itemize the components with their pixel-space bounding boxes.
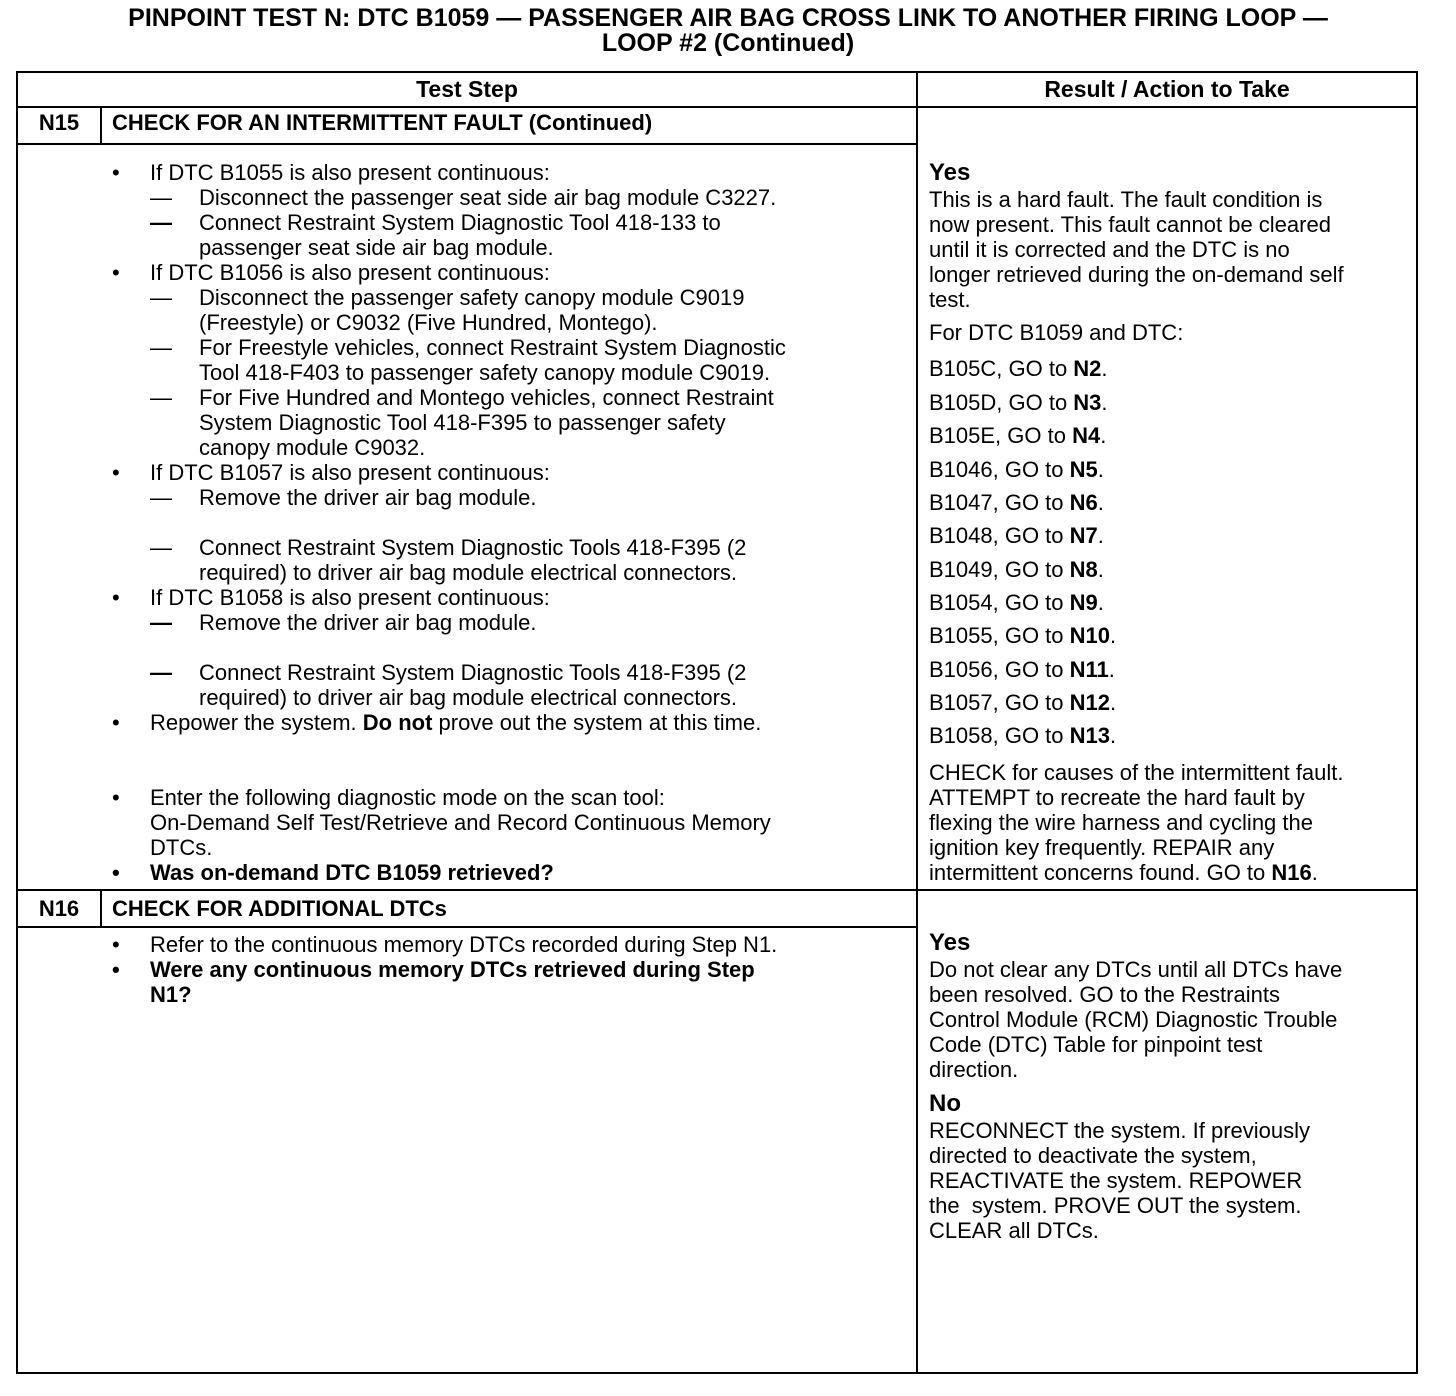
check-line: CHECK for causes of the intermittent fault.	[929, 760, 1344, 785]
step-line: If DTC B1055 is also present continuous:	[150, 160, 550, 185]
step-line: Tool 418-F403 to passenger safety canopy module C9019.	[199, 360, 771, 385]
step-line: Disconnect the passenger safety canopy module C9019	[199, 285, 745, 310]
column-divider	[916, 71, 918, 1374]
dash: —	[150, 335, 172, 360]
step-line: required) to driver air bag module electrical connectors.	[199, 685, 738, 710]
result-line: now present. This fault cannot be cleared	[929, 212, 1331, 237]
step-line: For Five Hundred and Montego vehicles, connect Restraint	[199, 385, 774, 410]
dash: —	[150, 385, 172, 410]
for-dtc-line: For DTC B1059 and DTC:	[929, 320, 1184, 345]
goto-dtc: B105E, GO to	[929, 423, 1073, 448]
dash: —	[150, 285, 172, 310]
step-line: DTCs.	[150, 835, 213, 860]
goto-target: N3	[1073, 390, 1102, 415]
goto-line	[929, 657, 1115, 682]
check-target: N16	[1271, 860, 1312, 885]
goto-dtc: B1057, GO to	[929, 690, 1070, 715]
goto-line	[929, 390, 1108, 415]
goto-dtc: B1046, GO to	[929, 457, 1070, 482]
check-line: ATTEMPT to recreate the hard fault by	[929, 785, 1305, 810]
result-line: CLEAR all DTCs.	[929, 1218, 1099, 1243]
goto-line	[929, 723, 1116, 748]
goto-dtc: B1055, GO to	[929, 623, 1070, 648]
bullet: •	[112, 460, 120, 485]
result-line: This is a hard fault. The fault condition is	[929, 187, 1323, 212]
goto-dtc: B1056, GO to	[929, 657, 1070, 682]
n16-step-id: N16	[38, 896, 80, 921]
result-line: Code (DTC) Table for pinpoint test	[929, 1032, 1263, 1057]
goto-target: N6	[1069, 490, 1098, 515]
check-end: .	[1311, 860, 1318, 885]
step-line: If DTC B1058 is also present continuous:	[150, 585, 550, 610]
header-rule	[16, 106, 1418, 108]
step-line: Connect Restraint System Diagnostic Tool 418-133 to	[199, 210, 721, 235]
goto-end: .	[1097, 523, 1104, 548]
step-line: Disconnect the passenger seat side air bag module C3227.	[199, 185, 777, 210]
check-line	[929, 860, 1318, 885]
goto-end: .	[1110, 723, 1117, 748]
result-line: REACTIVATE the system. REPOWER	[929, 1168, 1303, 1193]
no-label: No	[929, 1090, 961, 1117]
header-test-step: Test Step	[416, 76, 518, 102]
goto-line	[929, 623, 1116, 648]
step-line: required) to driver air bag module electrical connectors.	[199, 560, 738, 585]
result-line: until it is corrected and the DTC is no	[929, 237, 1290, 262]
step-line: System Diagnostic Tool 418-F395 to passenger safety	[199, 410, 726, 435]
goto-end: .	[1097, 457, 1104, 482]
bullet: •	[112, 785, 120, 810]
goto-target: N8	[1069, 557, 1098, 582]
goto-dtc: B1054, GO to	[929, 590, 1070, 615]
result-line: direction.	[929, 1057, 1019, 1082]
goto-line	[929, 356, 1108, 381]
goto-line	[929, 690, 1116, 715]
yes-label: Yes	[929, 929, 971, 956]
question-line: Was on-demand DTC B1059 retrieved?	[150, 860, 554, 885]
goto-end: .	[1097, 557, 1104, 582]
goto-line	[929, 423, 1106, 448]
result-line: the system. PROVE OUT the system.	[929, 1193, 1302, 1218]
result-line: been resolved. GO to the Restraints	[929, 982, 1280, 1007]
step-line: canopy module C9032.	[199, 435, 426, 460]
n16-id-divider	[100, 889, 102, 928]
step-line: Enter the following diagnostic mode on the scan tool:	[150, 785, 665, 810]
goto-dtc: B1049, GO to	[929, 557, 1070, 582]
check-text: intermittent concerns found. GO to	[929, 860, 1272, 885]
goto-end: .	[1108, 657, 1115, 682]
prove-out-text: prove out the system at this time.	[438, 710, 762, 735]
dash: —	[150, 185, 172, 210]
goto-dtc: B1048, GO to	[929, 523, 1070, 548]
bullet: •	[112, 585, 120, 610]
goto-line	[929, 457, 1104, 482]
step-line-repower	[150, 710, 761, 735]
check-line: flexing the wire harness and cycling the	[929, 810, 1313, 835]
bullet: •	[112, 957, 120, 982]
bullet: •	[112, 710, 120, 735]
goto-dtc: B1058, GO to	[929, 723, 1070, 748]
step-line: passenger seat side air bag module.	[199, 235, 554, 260]
n15-id-divider	[100, 106, 102, 145]
step-line: Remove the driver air bag module.	[199, 610, 537, 635]
goto-target: N12	[1069, 690, 1110, 715]
goto-dtc: B1047, GO to	[929, 490, 1070, 515]
goto-dtc: B105D, GO to	[929, 390, 1074, 415]
result-line: Control Module (RCM) Diagnostic Trouble	[929, 1007, 1338, 1032]
goto-line	[929, 490, 1104, 515]
n15-row-rule	[16, 889, 1418, 891]
result-line: directed to deactivate the system,	[929, 1143, 1257, 1168]
bullet: •	[112, 160, 120, 185]
page-title	[0, 6, 1456, 56]
do-not-emphasis: Do not	[362, 710, 433, 735]
step-line: For Freestyle vehicles, connect Restraint System Diagnostic	[199, 335, 786, 360]
header-result: Result / Action to Take	[1044, 76, 1290, 102]
step-line: If DTC B1057 is also present continuous:	[150, 460, 550, 485]
result-line: Do not clear any DTCs until all DTCs have	[929, 957, 1343, 982]
step-line: Remove the driver air bag module.	[199, 485, 537, 510]
goto-target: N10	[1069, 623, 1110, 648]
dash: —	[150, 610, 172, 635]
check-line: ignition key frequently. REPAIR any	[929, 835, 1275, 860]
n15-step-id: N15	[38, 110, 80, 135]
goto-end: .	[1097, 590, 1104, 615]
goto-end: .	[1110, 690, 1117, 715]
goto-dtc: B105C, GO to	[929, 356, 1074, 381]
goto-target: N13	[1069, 723, 1110, 748]
n15-step-title: CHECK FOR AN INTERMITTENT FAULT (Continued)	[112, 110, 653, 135]
goto-end: .	[1100, 423, 1107, 448]
bullet: •	[112, 260, 120, 285]
goto-target: N11	[1069, 657, 1109, 682]
dash: —	[150, 210, 172, 235]
n16-step-title: CHECK FOR ADDITIONAL DTCs	[112, 896, 447, 921]
dash: —	[150, 485, 172, 510]
goto-end: .	[1110, 623, 1117, 648]
question-line: N1?	[150, 982, 192, 1007]
yes-label: Yes	[929, 159, 971, 186]
step-line: (Freestyle) or C9032 (Five Hundred, Montego).	[199, 310, 658, 335]
dash: —	[150, 660, 172, 685]
goto-target: N9	[1069, 590, 1098, 615]
goto-target: N2	[1073, 356, 1102, 381]
title-line-2: LOOP #2 (Continued)	[601, 29, 855, 57]
goto-line	[929, 590, 1104, 615]
goto-line	[929, 557, 1104, 582]
result-line: longer retrieved during the on-demand self	[929, 262, 1344, 287]
dash: —	[150, 535, 172, 560]
step-line: If DTC B1056 is also present continuous:	[150, 260, 550, 285]
goto-target: N4	[1072, 423, 1101, 448]
goto-end: .	[1097, 490, 1104, 515]
goto-target: N7	[1069, 523, 1098, 548]
bullet: •	[112, 860, 120, 885]
goto-line	[929, 523, 1104, 548]
step-line: Connect Restraint System Diagnostic Tools 418-F395 (2	[199, 535, 747, 560]
bullet: •	[112, 932, 120, 957]
step-line: Connect Restraint System Diagnostic Tools 418-F395 (2	[199, 660, 747, 685]
title-line-1: PINPOINT TEST N: DTC B1059 — PASSENGER AIR BAG CROSS LINK TO ANOTHER FIRING LOOP —	[128, 4, 1328, 32]
goto-end: .	[1101, 356, 1108, 381]
step-line: Refer to the continuous memory DTCs recorded during Step N1.	[150, 932, 778, 957]
repower-text: Repower the system.	[150, 710, 357, 735]
question-line: Were any continuous memory DTCs retrieved during Step	[150, 957, 755, 982]
goto-target: N5	[1069, 457, 1098, 482]
step-line: On-Demand Self Test/Retrieve and Record Continuous Memory	[150, 810, 771, 835]
n16-title-rule	[16, 926, 918, 928]
goto-end: .	[1101, 390, 1108, 415]
result-line: RECONNECT the system. If previously	[929, 1118, 1311, 1143]
result-line: test.	[929, 287, 971, 312]
n15-title-rule	[16, 143, 918, 145]
